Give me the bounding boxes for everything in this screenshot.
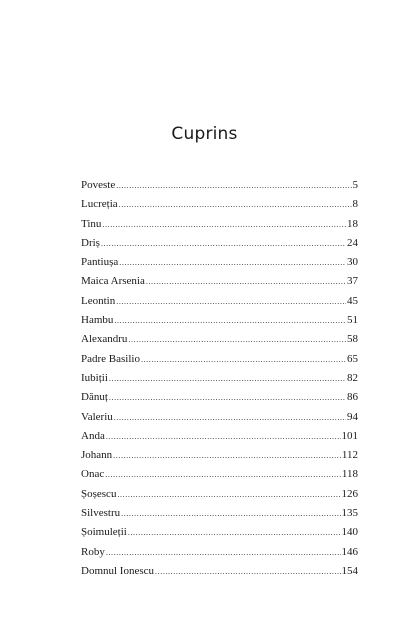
toc-page-number: 86	[347, 391, 358, 404]
toc-entry-title: Alexandru	[81, 333, 128, 346]
toc-entry	[81, 330, 358, 349]
toc-entry	[81, 388, 358, 407]
dot-leader	[116, 176, 351, 195]
toc-page-number: 58	[347, 333, 358, 346]
toc-entry-title: Leontin	[81, 294, 116, 307]
toc-entry-title: Driș	[81, 236, 100, 249]
toc-page-number: 112	[341, 449, 358, 462]
toc-entry	[81, 176, 358, 195]
toc-page-number: 37	[347, 275, 358, 288]
dot-leader	[117, 485, 340, 504]
dot-leader	[128, 330, 346, 349]
toc-entry-title: Onac	[81, 468, 105, 481]
toc-entry-title: Roby	[81, 545, 105, 558]
toc-page-number: 135	[341, 507, 358, 520]
toc-entry-title: Domnul Ionescu	[81, 564, 155, 577]
toc-page-number: 5	[352, 179, 358, 191]
toc-entry-title: Johann	[81, 449, 113, 462]
toc-entry	[81, 427, 358, 446]
toc-entry-title: Dănuț	[81, 391, 108, 404]
toc-entry	[81, 369, 358, 388]
toc-entry-title: Pantiușa	[81, 256, 119, 269]
dot-leader	[114, 311, 346, 330]
toc-entry	[81, 195, 358, 214]
toc-entry	[81, 272, 358, 291]
toc-page-number: 101	[341, 429, 358, 442]
toc-entry	[81, 543, 358, 562]
dot-leader	[113, 446, 341, 465]
toc-entry-title: Șoimuleții	[81, 526, 127, 539]
toc-page-number: 45	[347, 294, 358, 307]
toc-entry-title: Șoșescu	[81, 487, 117, 500]
toc-entry-title: Tinu	[81, 217, 102, 230]
dot-leader	[109, 369, 346, 388]
toc-entry-title: Valeriu	[81, 410, 113, 423]
page-title: Cuprins	[171, 124, 238, 144]
toc-entry-title: Iubiții	[81, 371, 108, 384]
dot-leader	[119, 195, 352, 214]
toc-entry	[81, 485, 358, 504]
toc-entry	[81, 215, 358, 234]
toc-entry-title: Padre Basilio	[81, 352, 140, 365]
dot-leader	[102, 215, 346, 234]
table-of-contents	[81, 176, 358, 581]
toc-entry-title: Maica Arsenia	[81, 275, 145, 288]
toc-page-number: 154	[341, 564, 358, 577]
toc-entry-title: Hambu	[81, 314, 114, 327]
dot-leader	[155, 562, 340, 581]
toc-page-number: 126	[341, 487, 358, 500]
dot-leader	[114, 408, 346, 427]
toc-page-number: 51	[347, 314, 358, 327]
toc-page-number: 18	[347, 217, 358, 230]
toc-page-number: 140	[341, 526, 358, 539]
toc-page-number: 8	[352, 198, 358, 211]
toc-entry	[81, 446, 358, 465]
toc-page-number: 24	[347, 236, 358, 249]
dot-leader	[119, 253, 346, 272]
toc-entry	[81, 523, 358, 542]
toc-entry	[81, 234, 358, 253]
dot-leader	[109, 388, 346, 407]
dot-leader	[121, 504, 340, 523]
toc-page-number: 146	[341, 545, 358, 558]
dot-leader	[101, 234, 346, 253]
toc-entry	[81, 562, 358, 581]
toc-entry	[81, 408, 358, 427]
toc-page-number: 65	[347, 352, 358, 365]
dot-leader	[105, 465, 341, 484]
dot-leader	[116, 292, 346, 311]
toc-page-number: 94	[347, 410, 358, 423]
toc-entry-title: Lucreția	[81, 198, 118, 211]
toc-entry-title: Poveste	[81, 179, 116, 191]
dot-leader	[106, 543, 341, 562]
toc-entry-title: Anda	[81, 429, 105, 442]
toc-entry	[81, 350, 358, 369]
toc-entry	[81, 292, 358, 311]
toc-entry	[81, 465, 358, 484]
dot-leader	[141, 350, 346, 369]
toc-entry	[81, 311, 358, 330]
toc-entry	[81, 253, 358, 272]
toc-page-number: 118	[341, 468, 358, 481]
toc-entry	[81, 504, 358, 523]
dot-leader	[106, 427, 341, 446]
toc-entry-title: Silvestru	[81, 507, 121, 520]
toc-page-number: 82	[347, 371, 358, 384]
toc-page-number: 30	[347, 256, 358, 269]
dot-leader	[128, 523, 341, 542]
dot-leader	[146, 272, 346, 291]
